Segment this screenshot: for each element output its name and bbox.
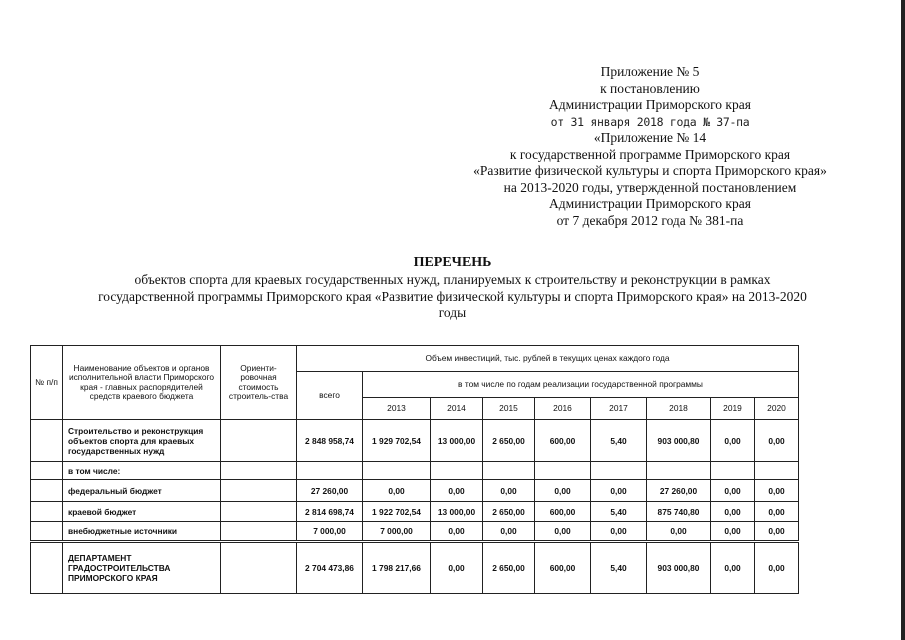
row-year-cell: 5,40	[591, 420, 647, 462]
header-year: 2018	[647, 398, 711, 420]
row-num-cell	[31, 542, 63, 594]
row-name-cell: краевой бюджет	[63, 502, 221, 522]
appendix-line: на 2013-2020 годы, утвержденной постановлением	[503, 179, 797, 195]
row-year-cell: 0,00	[535, 522, 591, 542]
subtitle-line: государственной программы Приморского края «Развитие физической культуры и спорта Приморского края» на 2013-2020	[98, 288, 807, 304]
row-name-cell: в том числе:	[63, 462, 221, 480]
document-heading: ПЕРЕЧЕНЬ	[413, 255, 492, 270]
row-year-cell	[711, 462, 755, 480]
row-num-cell	[31, 462, 63, 480]
row-year-cell: 600,00	[535, 502, 591, 522]
row-year-cell	[363, 462, 431, 480]
header-num: № п/п	[31, 346, 63, 420]
row-year-cell: 0,00	[431, 480, 483, 502]
table-row	[31, 522, 799, 542]
row-total-cell: 7 000,00	[297, 522, 363, 542]
row-total-cell: 27 260,00	[297, 480, 363, 502]
appendix-handwritten-date: от 31 января 2018 года № 37-па	[550, 114, 750, 129]
row-year-cell: 0,00	[711, 542, 755, 594]
row-total-cell: 2 848 958,74	[297, 420, 363, 462]
row-year-cell	[431, 462, 483, 480]
document-subtitle	[0, 272, 905, 322]
row-year-cell: 27 260,00	[647, 480, 711, 502]
row-year-cell: 5,40	[591, 502, 647, 522]
row-year-cell: 0,00	[755, 522, 799, 542]
row-year-cell: 875 740,80	[647, 502, 711, 522]
header-year: 2020	[755, 398, 799, 420]
header-invest: Объем инвестиций, тыс. рублей в текущих ценах каждого года	[297, 346, 799, 372]
row-total-cell: 2 814 698,74	[297, 502, 363, 522]
row-year-cell: 0,00	[711, 480, 755, 502]
row-year-cell: 2 650,00	[483, 420, 535, 462]
row-year-cell: 600,00	[535, 420, 591, 462]
appendix-line: «Развитие физической культуры и спорта Приморского края»	[473, 163, 827, 178]
row-year-cell: 0,00	[535, 480, 591, 502]
row-year-cell	[591, 462, 647, 480]
header-year: 2019	[711, 398, 755, 420]
header-byyear: в том числе по годам реализации государственной программы	[363, 372, 799, 398]
row-year-cell: 0,00	[647, 522, 711, 542]
row-cost-cell	[221, 502, 297, 522]
row-year-cell: 0,00	[363, 480, 431, 502]
row-year-cell: 7 000,00	[363, 522, 431, 542]
row-year-cell	[483, 462, 535, 480]
row-year-cell: 13 000,00	[431, 420, 483, 462]
appendix-line: «Приложение № 14	[593, 130, 707, 145]
row-year-cell: 0,00	[591, 480, 647, 502]
row-year-cell: 0,00	[431, 542, 483, 594]
row-year-cell: 1 929 702,54	[363, 420, 431, 462]
row-total-cell	[297, 462, 363, 480]
header-year: 2015	[483, 398, 535, 420]
row-name-cell: федеральный бюджет	[63, 480, 221, 502]
row-cost-cell	[221, 542, 297, 594]
subtitle-line: объектов спорта для краевых государственных нужд, планируемых к строительству и реконструкции в рамках	[134, 272, 771, 287]
row-num-cell	[31, 420, 63, 462]
row-cost-cell	[221, 462, 297, 480]
row-num-cell	[31, 522, 63, 542]
table-row	[31, 542, 799, 594]
row-year-cell: 2 650,00	[483, 502, 535, 522]
row-cost-cell	[221, 522, 297, 542]
header-total: всего	[297, 372, 363, 420]
investment-table	[30, 345, 799, 594]
appendix-block	[420, 64, 880, 229]
row-year-cell: 2 650,00	[483, 542, 535, 594]
row-year-cell: 0,00	[755, 420, 799, 462]
row-year-cell: 903 000,80	[647, 420, 711, 462]
table-body	[31, 420, 799, 594]
header-year: 2013	[363, 398, 431, 420]
row-year-cell: 0,00	[591, 522, 647, 542]
row-year-cell: 0,00	[483, 522, 535, 542]
row-year-cell: 1 798 217,66	[363, 542, 431, 594]
row-total-cell: 2 704 473,86	[297, 542, 363, 594]
row-year-cell: 0,00	[755, 480, 799, 502]
table-row	[31, 462, 799, 480]
table-row	[31, 502, 799, 522]
row-year-cell: 1 922 702,54	[363, 502, 431, 522]
row-name-cell: Строительство и реконструкция объектов спорта для краевых государственных нужд	[63, 420, 221, 462]
appendix-line: к постановлению	[600, 80, 700, 96]
appendix-line: Приложение № 5	[600, 64, 700, 79]
row-year-cell: 0,00	[483, 480, 535, 502]
row-year-cell	[535, 462, 591, 480]
row-num-cell	[31, 480, 63, 502]
row-cost-cell	[221, 480, 297, 502]
header-year: 2017	[591, 398, 647, 420]
table-row	[31, 420, 799, 462]
row-num-cell	[31, 502, 63, 522]
appendix-line: Администрации Приморского края	[549, 97, 751, 112]
row-year-cell: 0,00	[711, 522, 755, 542]
row-year-cell: 0,00	[431, 522, 483, 542]
row-year-cell: 5,40	[591, 542, 647, 594]
header-year: 2016	[535, 398, 591, 420]
appendix-line: от 7 декабря 2012 года № 381-па	[556, 212, 744, 228]
row-year-cell: 600,00	[535, 542, 591, 594]
appendix-line: Администрации Приморского края	[549, 196, 751, 211]
header-year: 2014	[431, 398, 483, 420]
row-year-cell: 0,00	[755, 542, 799, 594]
row-year-cell	[647, 462, 711, 480]
table-row	[31, 480, 799, 502]
subtitle-line: годы	[438, 305, 467, 320]
row-name-cell: внебюджетные источники	[63, 522, 221, 542]
row-year-cell: 13 000,00	[431, 502, 483, 522]
header-name: Наименование объектов и органов исполнительной власти Приморского края - главных распорядителей средств краевого бюджета	[63, 346, 221, 420]
row-year-cell: 0,00	[755, 502, 799, 522]
row-year-cell: 903 000,80	[647, 542, 711, 594]
row-cost-cell	[221, 420, 297, 462]
row-year-cell	[755, 462, 799, 480]
row-year-cell: 0,00	[711, 502, 755, 522]
appendix-line: к государственной программе Приморского края	[509, 146, 791, 162]
header-cost: Ориенти-ровочная стоимость строитель-ства	[221, 346, 297, 420]
row-name-cell: ДЕПАРТАМЕНТ ГРАДОСТРОИТЕЛЬСТВА ПРИМОРСКОГО КРАЯ	[63, 542, 221, 594]
row-year-cell: 0,00	[711, 420, 755, 462]
